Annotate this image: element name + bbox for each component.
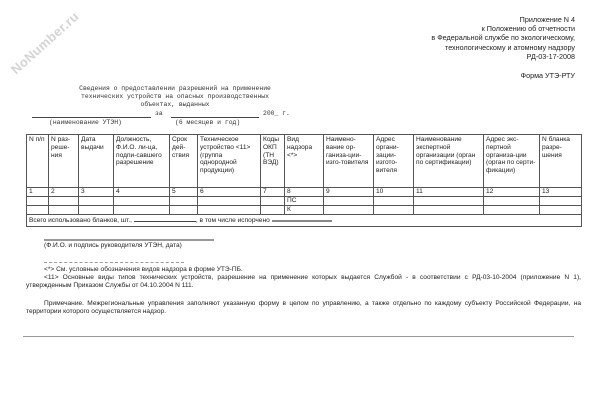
- year-label: 200_ г.: [263, 109, 290, 117]
- remark: Примечание. Межрегиональные управления заполняют указанную форму в целом по управлению, а также отдельно по каждому субъекту Российской Федерации, на территории которого осуществляется надзор.: [26, 299, 581, 315]
- appendix-line: к Положению об отчетности: [481, 24, 575, 34]
- table-cell[interactable]: [198, 196, 261, 205]
- table-cell[interactable]: [414, 205, 484, 214]
- appendix-line: технологическому и атомному надзору: [445, 42, 575, 52]
- column-number: 9: [324, 188, 374, 197]
- column-header: N раз-реше-ния: [49, 135, 79, 188]
- table-cell[interactable]: [261, 205, 285, 214]
- column-header: Адрес экс-пертной организа-ции (орган по серти-фикации): [484, 135, 540, 188]
- title-line: Сведения о предоставлении разрешений на применение: [79, 85, 271, 92]
- table-cell[interactable]: [414, 196, 484, 205]
- column-header: Вид надзора <*>: [285, 135, 324, 188]
- title-caption-row: [45, 119, 305, 128]
- total-row: [27, 214, 582, 226]
- signature-line[interactable]: [44, 239, 214, 241]
- table-cell[interactable]: [324, 205, 374, 214]
- table-cell[interactable]: [374, 196, 414, 205]
- column-header: N п/п: [27, 135, 49, 188]
- column-header: Коды ОКП (ТН ВЭД): [261, 135, 285, 188]
- table-row: [27, 196, 582, 205]
- column-number: 5: [170, 188, 198, 197]
- table-cell[interactable]: [484, 196, 540, 205]
- table-cell[interactable]: [170, 205, 198, 214]
- column-number: 13: [540, 188, 582, 197]
- appendix-line: РД-03-17-2008: [526, 51, 575, 61]
- footnote-asterisk: <*> См. условные обозначения видов надзора в форме УТЭ-ПБ.: [44, 266, 243, 273]
- table-cell[interactable]: [170, 196, 198, 205]
- signature-caption: (Ф.И.О. и подпись руководителя УТЭН, дата): [44, 242, 182, 249]
- watermark: NoNumber.ru: [8, 8, 82, 78]
- appendix-header: [431, 15, 575, 80]
- column-number: 10: [374, 188, 414, 197]
- table-cell[interactable]: [49, 205, 79, 214]
- column-number: 3: [79, 188, 114, 197]
- total-prefix: Всего использовано бланков, шт.,: [29, 216, 133, 224]
- column-number: 6: [198, 188, 261, 197]
- document-title: [45, 85, 305, 128]
- column-number: 8: [285, 188, 324, 197]
- column-header: Адрес органи-зации-изгото-вителя: [374, 135, 414, 188]
- table-cell[interactable]: [261, 196, 285, 205]
- column-header: Дата выдачи: [79, 135, 114, 188]
- table-row: [27, 205, 582, 214]
- za-label: за: [155, 109, 163, 117]
- supervision-type-cell: ПС: [285, 196, 324, 205]
- table-cell[interactable]: [198, 205, 261, 214]
- column-header: Наимено-вание ор-ганиза-ции-изго-товителя: [324, 135, 374, 188]
- table-cell[interactable]: [49, 196, 79, 205]
- column-header: Наименование экспертной организации (орган по сертификации): [414, 135, 484, 188]
- table-cell[interactable]: [79, 205, 114, 214]
- form-name: Форма УТЭ-РТУ: [520, 71, 575, 81]
- appendix-line: Приложение N 4: [519, 15, 575, 24]
- total-middle: , в том числе испорчено: [195, 216, 270, 224]
- utn-name-blank[interactable]: [32, 117, 151, 118]
- utn-name-caption: (наименование УТЭН): [49, 118, 122, 126]
- blanks-spoiled-field[interactable]: [272, 216, 332, 222]
- table-cell[interactable]: [324, 196, 374, 205]
- footnotes: [26, 266, 581, 316]
- total-cell: [27, 214, 582, 226]
- table-cell[interactable]: [27, 205, 49, 214]
- title-fill-row: [45, 110, 305, 119]
- column-header: Должность, Ф.И.О. ли-ца, подпи-савшего разрешение: [114, 135, 170, 188]
- table-cell[interactable]: [79, 196, 114, 205]
- table-header-row: [27, 135, 582, 188]
- column-header: Техническое устройство <11> (группа однородной продукции): [198, 135, 261, 188]
- table-cell[interactable]: [27, 196, 49, 205]
- permits-table: [26, 134, 582, 227]
- column-number: 1: [27, 188, 49, 197]
- column-number: 12: [484, 188, 540, 197]
- title-line: объектах, выданных: [140, 101, 210, 109]
- table-cell[interactable]: [484, 205, 540, 214]
- table-cell[interactable]: [374, 205, 414, 214]
- appendix-line: в Федеральной службе по экологическому,: [431, 33, 575, 43]
- column-number: 11: [414, 188, 484, 197]
- column-header: Срок дей-ствия: [170, 135, 198, 188]
- footnote-separator: [44, 262, 184, 263]
- table-cell[interactable]: [540, 205, 582, 214]
- column-number: 2: [49, 188, 79, 197]
- column-number: 7: [261, 188, 285, 197]
- table-cell[interactable]: [114, 196, 170, 205]
- table-cell[interactable]: [114, 205, 170, 214]
- column-number-row: [27, 188, 582, 197]
- period-caption: (6 месяцев и год): [175, 118, 241, 126]
- column-header: N бланка разре-шения: [540, 135, 582, 188]
- title-line: технических устройств на опасных производственных: [81, 93, 269, 101]
- table-cell[interactable]: [540, 196, 582, 205]
- bottom-rule: [23, 336, 574, 337]
- supervision-type-cell: К: [285, 205, 324, 214]
- footnote-11: <11> Основные виды типов технических устройств, разрешение на применение которых выдается Службой - в соответствии с РД-03-10-2004 (приложение N 1), утвержденным Приказом Службы от 04.10.2004 N 111.: [26, 274, 581, 290]
- blanks-used-field[interactable]: [134, 216, 196, 222]
- period-blank[interactable]: [171, 117, 259, 118]
- column-number: 4: [114, 188, 170, 197]
